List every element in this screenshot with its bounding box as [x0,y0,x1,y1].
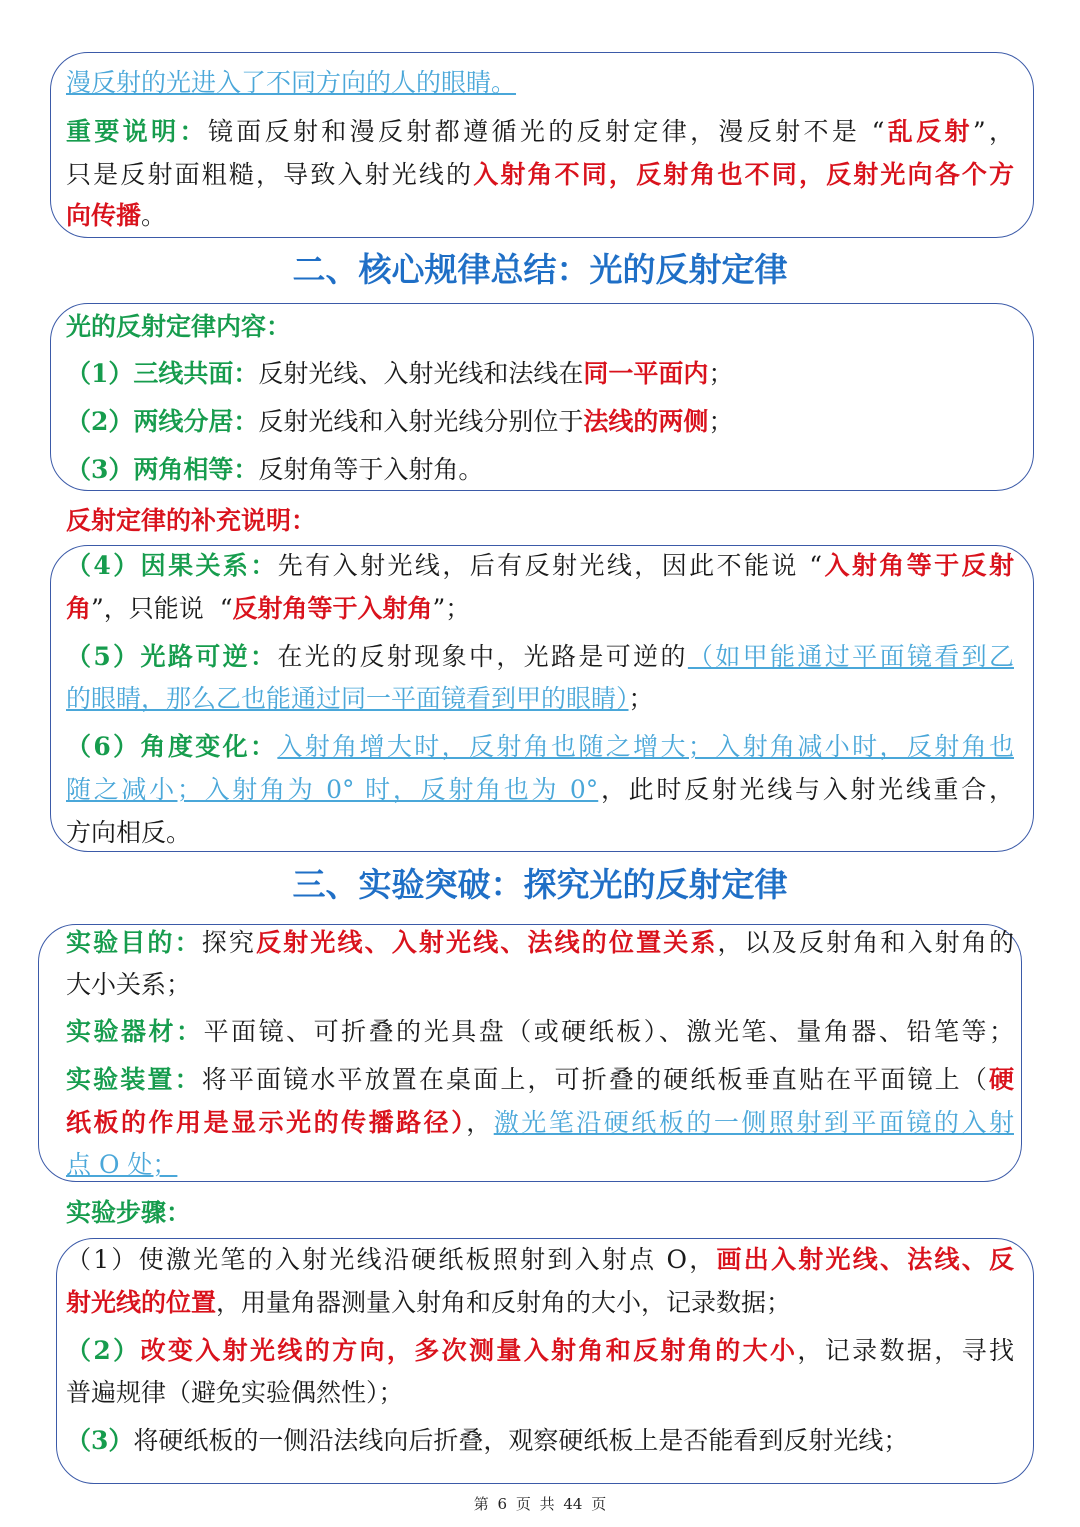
supplement-item-6-line-2: 随之减小；入射角为 0° 时，反射角也为 0°，此时反射光线与入射光线重合， [66,775,1014,804]
step-1-line-2: 射光线的位置，用量角器测量入射角和反射角的大小，记录数据； [66,1288,792,1317]
experiment-purpose-line-2: 大小关系； [66,970,192,999]
experiment-setup-line-3: 点 O 处； [66,1150,178,1179]
supplement-item-6-line-1: （6）角度变化：入射角增大时，反射角也随之增大；入射角减小时，反射角也 [66,732,1014,761]
experiment-setup-line-2: 纸板的作用是显示光的传播路径），激光笔沿硬纸板的一侧照射到平面镜的入射 [66,1108,1014,1137]
steps-title: 实验步骤： [66,1198,192,1227]
section-heading-2: 二、核心规律总结：光的反射定律 [292,250,788,289]
important-note-line-2: 只是反射面粗糙，导致入射光线的入射角不同，反射角也不同，反射光向各个方 [66,160,1014,189]
experiment-box [38,924,1022,1182]
step-2-line-1: （2）改变入射光线的方向，多次测量入射角和反射角的大小，记录数据，寻找 [66,1336,1014,1365]
step-3-line-1: （3）将硬纸板的一侧沿法线向后折叠，观察硬纸板上是否能看到反射光线； [66,1426,909,1455]
law-item-2: （2）两线分居：反射光线和入射光线分别位于法线的两侧； [66,407,734,436]
step-1-line-1: （1）使激光笔的入射光线沿硬纸板照射到入射点 O，画出入射光线、法线、反 [66,1245,1014,1274]
law-item-3: （3）两角相等：反射角等于入射角。 [66,455,484,484]
law-content-title: 光的反射定律内容： [66,312,292,341]
important-note-line-1: 重要说明：镜面反射和漫反射都遵循光的反射定律，漫反射不是 “乱反射”， [66,117,1014,146]
diffuse-line-1: 漫反射的光进入了不同方向的人的眼睛。 [66,68,517,97]
supplement-item-6-line-3: 方向相反。 [66,818,192,847]
section-heading-3: 三、实验突破：探究光的反射定律 [292,865,788,904]
supplement-item-5-line-2: 的眼睛，那么乙也能通过同一平面镜看到甲的眼睛）； [66,684,654,713]
supplement-title: 反射定律的补充说明： [66,506,317,535]
supplement-item-5-line-1: （5）光路可逆：在光的反射现象中，光路是可逆的（如甲能通过平面镜看到乙 [66,642,1014,671]
experiment-purpose-line-1: 实验目的：探究反射光线、入射光线、法线的位置关系，以及反射角和入射角的 [66,928,1014,957]
supplement-item-4-line-2: 角”，只能说 “反射角等于入射角”； [66,594,471,623]
step-2-line-2: 普遍规律（避免实验偶然性）； [66,1378,404,1407]
experiment-setup-line-1: 实验装置：将平面镜水平放置在桌面上，可折叠的硬纸板垂直贴在平面镜上（硬 [66,1065,1014,1094]
page-footer: 第 6 页 共 44 页 [473,1495,607,1513]
law-item-1: （1）三线共面：反射光线、入射光线和法线在同一平面内； [66,359,734,388]
supplement-item-4-line-1: （4）因果关系：先有入射光线，后有反射光线，因此不能说 “入射角等于反射 [66,551,1014,580]
important-note-line-3: 向传播。 [66,201,167,230]
experiment-equipment: 实验器材：平面镜、可折叠的光具盘（或硬纸板）、激光笔、量角器、铅笔等； [66,1017,1014,1046]
